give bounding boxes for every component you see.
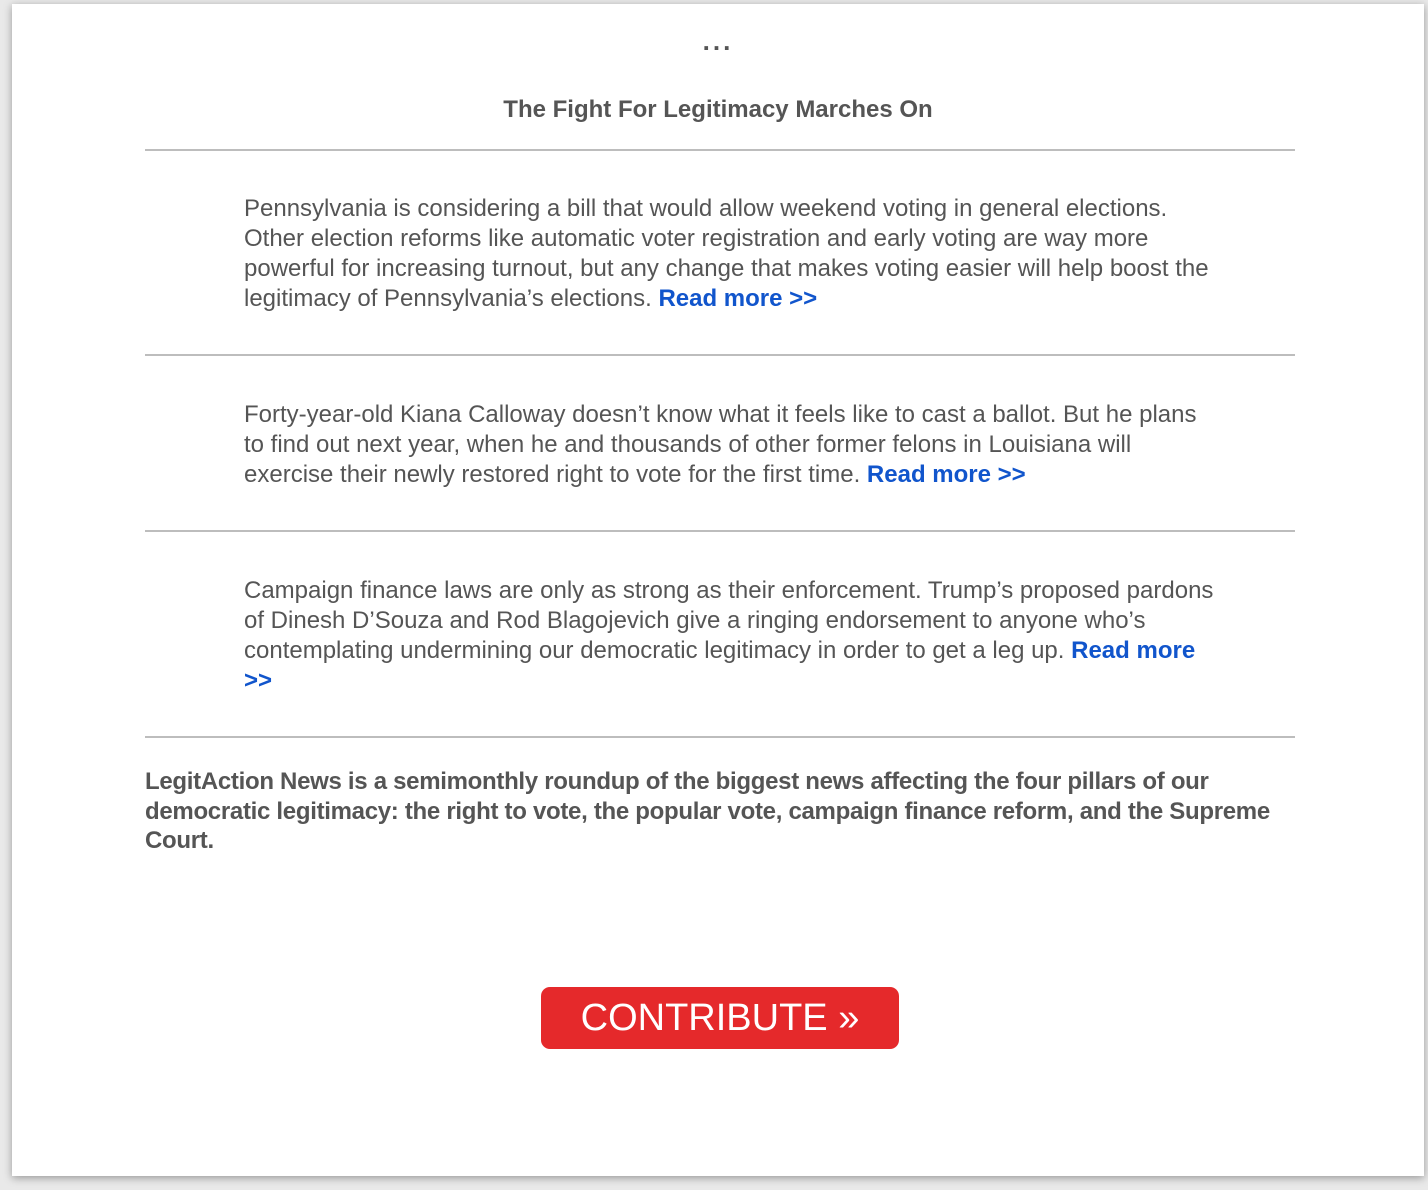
story-1 (244, 194, 1219, 314)
story-text: Pennsylvania is considering a bill that would allow weekend voting in general elections. Other election reforms like automatic voter registration and early voting are way more powerful for increasing turnout, but any change that makes voting easier will help boost the legitimacy of Pennsylvania’s elections. (244, 195, 1209, 312)
story-3 (244, 576, 1219, 696)
newsletter-title: The Fight For Legitimacy Marches On (503, 96, 933, 123)
story-text: Forty-year-old Kiana Calloway doesn’t know what it feels like to cast a ballot. But he plans to find out next year, when he and thousands of other former felons in Louisiana will exercise their newly restored right to vote for the first time. (244, 401, 1197, 488)
story-2 (244, 400, 1219, 490)
read-more-link[interactable]: Read more >> (244, 637, 1196, 694)
story-text: Campaign finance laws are only as strong as their enforcement. Trump’s proposed pardons of Dinesh D’Souza and Rod Blagojevich give a ringing endorsement to anyone who’s contemplating undermining our democratic legitimacy in order to get a leg up. (244, 577, 1214, 664)
divider (145, 149, 1295, 151)
newsletter-description: LegitAction News is a semimonthly roundup of the biggest news affecting the four pillars of our democratic legitimacy: the right to vote, the popular vote, campaign finance reform, and the Supreme Court. (145, 768, 1270, 854)
read-more-link[interactable]: Read more >> (658, 285, 818, 312)
ellipsis-indicator[interactable]: ... (702, 26, 734, 56)
divider (145, 354, 1295, 356)
divider (145, 530, 1295, 532)
read-more-link[interactable]: Read more >> (866, 461, 1026, 488)
email-card (12, 4, 1424, 1176)
contribute-button[interactable]: CONTRIBUTE » (541, 987, 899, 1049)
divider (145, 736, 1295, 738)
